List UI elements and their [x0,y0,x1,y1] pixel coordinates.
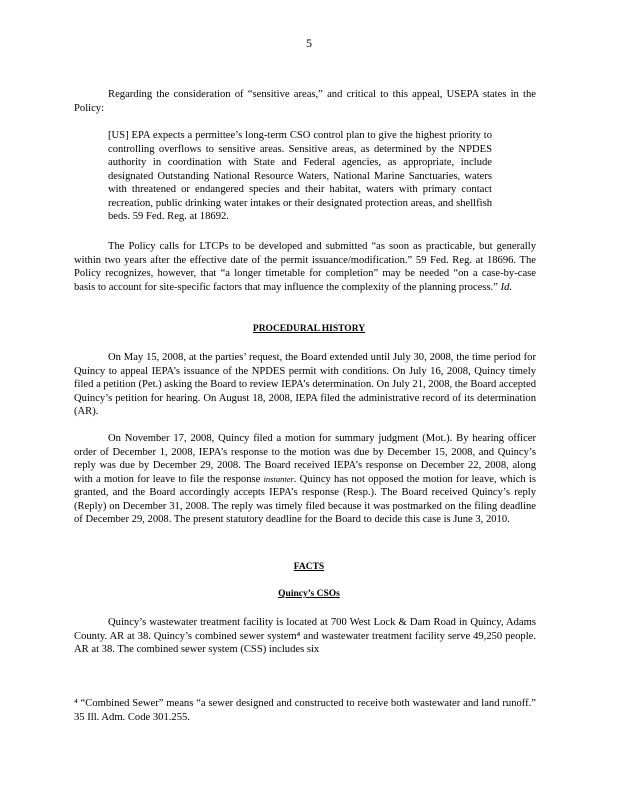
page-number: 5 [306,36,312,50]
heading-facts [0,562,618,572]
heading-procedural-history [0,324,618,334]
footnote-combined-sewer: ⁴ “Combined Sewer” means “a sewer designed and constructed to receive both wastewater and land runoff.” 35 Ill. Adm. Code 301.255. [74,698,536,723]
heading-quincy-csos-text: Quincy’s CSOs [278,589,340,599]
heading-quincy-csos [0,589,618,599]
citation-id: Id. [500,281,513,293]
paragraph-procedural-2b: . Quincy has not opposed the motion for leave, which is granted, and the Board accordingly accepts IEPA’s response (Resp.). The Board received Quincy’s reply (Reply) on December 31, 2008. The reply was timely filed because it was postmarked on the filing deadline of December 29, 2008. The present statutory deadline for the Board to decide this case is June 3, 2010. [74,473,536,525]
term-instanter: instanter [263,473,294,484]
paragraph-procedural-2 [74,432,536,527]
paragraph-procedural-2a: On November 17, 2008, Quincy filed a motion for summary judgment (Mot.). By hearing officer order of December 1, 2008, IEPA’s response to the motion was due by December 15, 2008, and Quincy’s reply was due by December 29, 2008. The Board received IEPA’s response on December 22, 2008, along with a motion for leave to file the response [74,433,536,485]
paragraph-ltcp-timing [74,240,536,294]
paragraph-procedural-1: On May 15, 2008, at the parties’ request, the Board extended until July 30, 2008, the time period for Quincy to appeal IEPA’s issuance of the NPDES permit with conditions. On July 16, 2008, Quincy timely filed a petition (Pet.) asking the Board to review IEPA’s determination. On July 21, 2008, the Board accepted Quincy’s petition for hearing. On August 18, 2008, IEPA filed the administrative record of its determination (AR). [74,352,536,417]
paragraph-ltcp-text: The Policy calls for LTCPs to be developed and submitted “as soon as practicable, but generally within two years after the effective date of the permit issuance/modification.” 59 Fed. Reg. at 18696. The Policy recognizes, however, that “a longer timetable for completion” may be needed “on a case-by-case basis to account for site-specific factors that may influence the complexity of the planning process.” [74,241,536,293]
heading-facts-text: FACTS [293,562,325,572]
block-quote-policy: [US] EPA expects a permittee’s long-term CSO control plan to give the highest priority to controlling overflows to sensitive areas. Sensitive areas, as determined by the NPDES authority in coordination with State and Federal agencies, as appropriate, include designated Outstanding National Resource Waters, National Marine Sanctuaries, waters with threatened or endangered species and their habitat, waters with primary contact recreation, public drinking water intakes or their designated protection areas, and shellfish beds. 59 Fed. Reg. at 18692. [108,130,492,222]
heading-procedural-history-text: PROCEDURAL HISTORY [252,324,366,334]
paragraph-quincy-facility: Quincy’s wastewater treatment facility is located at 700 West Lock & Dam Road in Quincy, Adams County. AR at 38. Quincy’s combined sewer system⁴ and wastewater treatment facility serve 49,250 people. AR at 38. The combined sewer system (CSS) includes six [74,617,536,655]
paragraph-sensitive-areas: Regarding the consideration of “sensitive areas,” and critical to this appeal, USEPA states in the Policy: [74,89,536,114]
